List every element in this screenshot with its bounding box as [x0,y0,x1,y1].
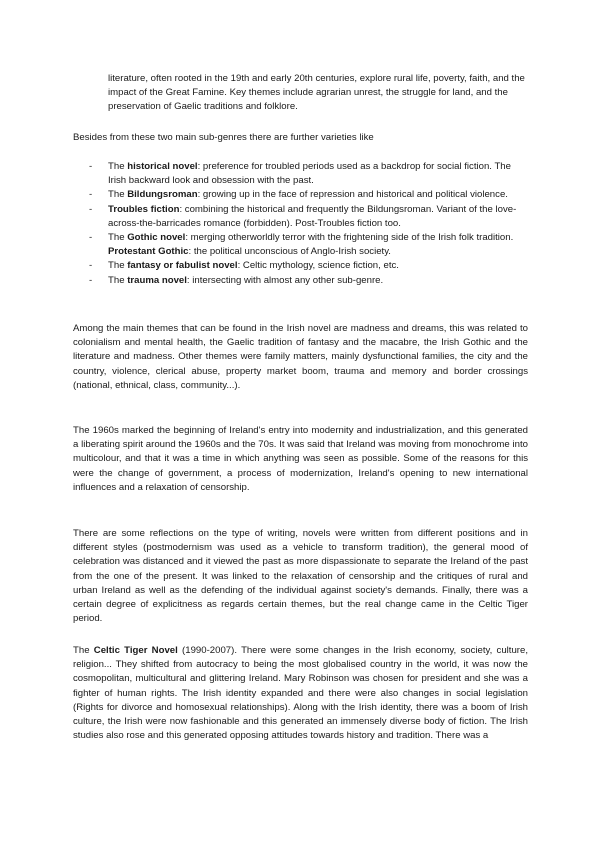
lead-line: Besides from these two main sub-genres there are further varieties like [73,132,374,143]
list-item: - The Bildungsroman: growing up in the face of repression and historical and political violence. [73,188,528,202]
list-item: - The Gothic novel: merging otherworldly terror with the frightening side of the Irish folk tradition. Protestant Gothic: the political unconscious of Anglo-Irish society. [89,232,514,258]
term-historical-novel: historical novel [127,161,198,172]
bullet-dash: - [89,260,93,272]
list-item: - The fantasy or fabulist novel: Celtic mythology, science fiction, etc. [73,259,528,273]
bullet-dash: - [89,203,93,215]
bullet-dash: - [89,161,93,172]
term-bildungsroman: Bildungsroman [127,189,198,201]
term-troubles-fiction: Troubles fiction [108,203,180,215]
sixties-paragraph: The 1960s marked the beginning of Ireland's entry into modernity and industrialization, and this generated a liberating spirit around the 1960s and the 70s. It was said that Ireland was moving from monochrome into multicolour, and that it was a time in which anything was seen as possible. Some of the reasons for this were the change of government, a process of modernization, Ireland's opening to new international influences and a relaxation of censorship. [73,425,528,493]
celtic-tiger-paragraph: The Celtic Tiger Novel (1990-2007). There were some changes in the Irish economy, society, culture, religion... They shifted from autocracy to being the most globalised country in the world, it was now the cosmopolitan, multicultural and glittering Ireland. Mary Robinson was chosen for president and she was a fighter of human rights. The Irish identity expanded and there were also changes in social legislation (Rights for divorce and homosexual relationships). Along with the Irish identity, there was a boom of Irish culture, the Irish were now fashionable and this generated an immensely diverse body of fiction. The Irish studies also rose and this generated opposing attitudes towards history and tradition. There was a [73,645,528,742]
bullet-dash: - [89,189,93,201]
term-fantasy-novel: fantasy or fabulist novel [127,260,238,272]
term-protestant-gothic: Protestant Gothic [108,246,189,258]
term-celtic-tiger-novel: Celtic Tiger Novel [93,645,178,656]
bullet-dash: - [89,232,93,244]
themes-paragraph: Among the main themes that can be found in the Irish novel are madness and dreams, this was related to colonialism and mental health, the Gaelic tradition of fantasy and the macabre, the Irish Gothic and the literature and madness. Other themes were family matters, mainly dysfunctional families, the city and the country, violence, clerical abuse, property market boom, trauma and memory and border crossings (national, ethnical, class, community...). [73,323,528,391]
reflections-paragraph: There are some reflections on the type of writing, novels were written from different positions and in different styles (postmodernism was used as a vehicle to transform tradition), the general mood of celebration was distanced and it viewed the past as more dispassionate to separate the Ireland of the past from the one of the present. It was linked to the relaxation of censorship and the critiques of rural and urban Ireland as well as the defending of the individual against society's demands. Finally, there was a certain degree of explicitness as regards certain themes, but the real change came in the Celtic Tiger period. [73,528,528,625]
list-item: - The historical novel: preference for troubled periods used as a backdrop for social fiction. The Irish backward look and obsession with the past. [89,161,511,187]
subgenre-list [73,160,528,288]
bullet-dash: - [89,274,93,286]
intro-continuation-paragraph: literature, often rooted in the 19th and early 20th centuries, explore rural life, poverty, faith, and the impact of the Great Famine. Key themes include agrarian unrest, the struggle for land, and the preservation of Gaelic traditions and folklore. [108,73,525,113]
list-item: - Troubles fiction: combining the historical and frequently the Bildungsroman. Variant of the love-across-the-barricades romance (forbidden). Post-Troubles fiction too. [89,203,517,229]
term-gothic-novel: Gothic novel [127,232,186,244]
term-trauma-novel: trauma novel [127,274,187,286]
list-item: - The trauma novel: intersecting with almost any other sub-genre. [73,274,528,288]
